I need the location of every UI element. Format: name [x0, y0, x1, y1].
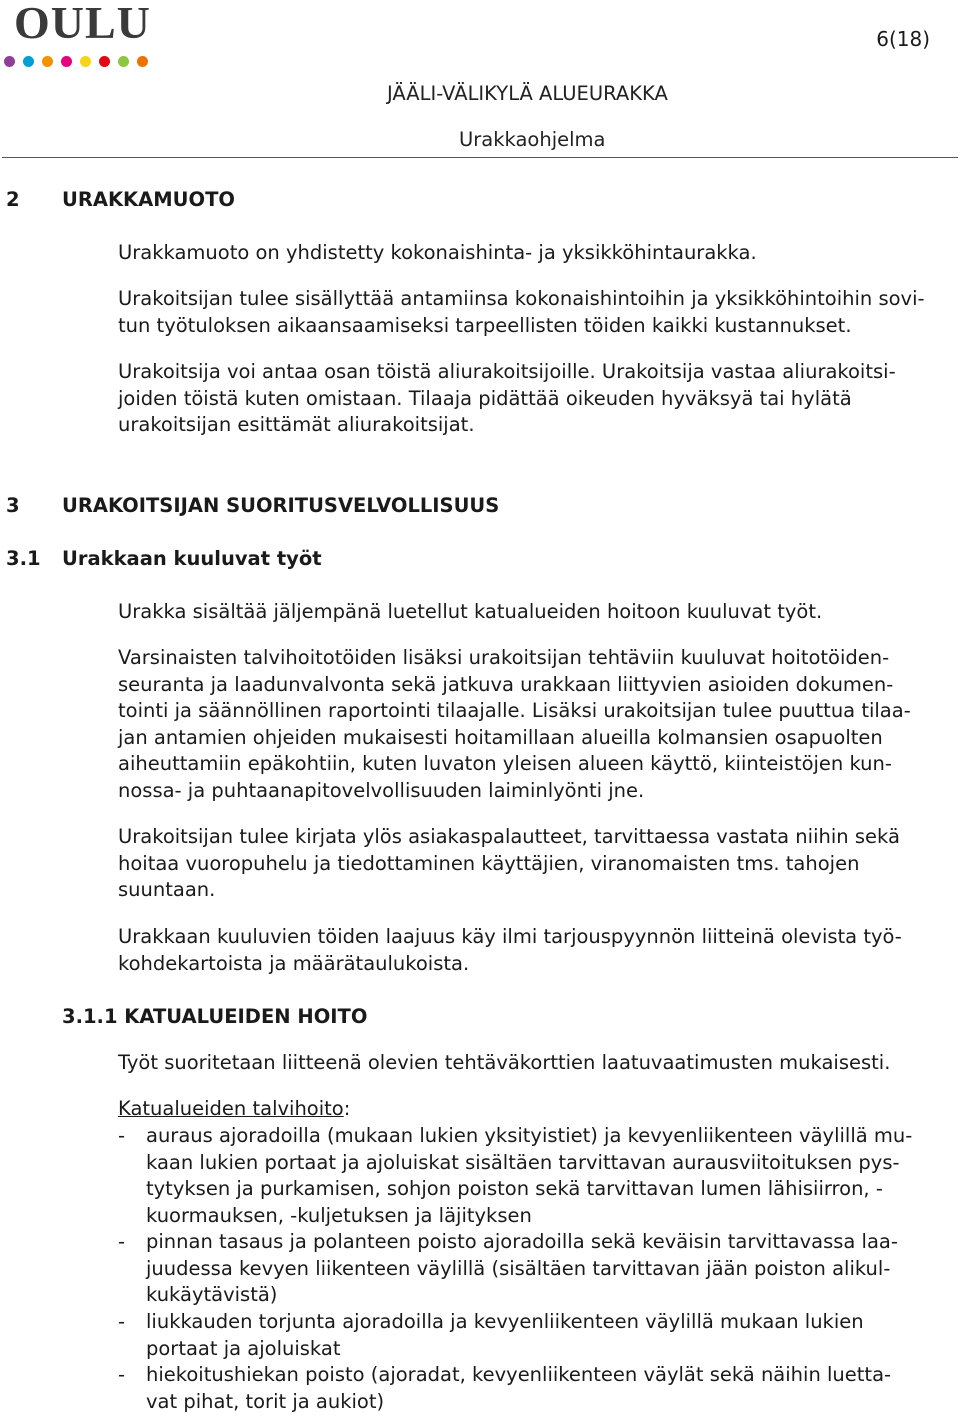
- section-3-1-1-heading: 3.1.1 KATUALUEIDEN HOITO: [62, 1005, 368, 1028]
- section-number: 3.1: [6, 547, 41, 570]
- logo-text: OULU: [14, 0, 151, 44]
- paragraph-line: aiheuttamiin epäkohtiin, kuten luvaton yleisen alueen käyttö, kiinteistöjen kun-: [118, 752, 892, 776]
- list-item-text: [146, 1229, 956, 1309]
- list-item-line: vat pihat, torit ja aukiot): [146, 1389, 385, 1413]
- paragraph: [118, 240, 953, 267]
- list-item-line: kuormauksen, -kuljetuksen ja läjityksen: [146, 1203, 532, 1227]
- list-item-text: [146, 1309, 956, 1362]
- paragraph-line: suuntaan.: [118, 878, 216, 902]
- page-number: 6(18): [876, 27, 930, 51]
- list-item-text: [146, 1362, 956, 1415]
- section-title: URAKKAMUOTO: [62, 188, 235, 211]
- paragraph-line: joiden töistä kuten omistaan. Tilaaja pidättää oikeuden hyväksyä tai hylätä: [118, 386, 852, 410]
- list-item-line: liukkauden torjunta ajoradoilla ja kevyenliikenteen väylillä mukaan lukien: [146, 1310, 864, 1333]
- paragraph: [118, 924, 953, 977]
- list-item-line: pinnan tasaus ja polanteen poisto ajoradoilla sekä keväisin tarvittavassa laa-: [146, 1230, 898, 1253]
- list-item-line: juudessa kevyen liikenteen väylillä (sisältäen tarvittavan jään poiston alikul-: [146, 1256, 891, 1280]
- list-item-text: [146, 1123, 956, 1229]
- list-title: [118, 1096, 953, 1123]
- logo-dot: [99, 56, 110, 67]
- paragraph-line: Varsinaisten talvihoitotöiden lisäksi urakoitsijan tehtäviin kuuluvat hoitotöiden-: [118, 646, 890, 669]
- paragraph: [118, 824, 953, 904]
- list-title-text: Katualueiden talvihoito: [118, 1097, 344, 1120]
- project-title: JÄÄLI-VÄLIKYLÄ ALUEURAKKA: [387, 82, 668, 105]
- header-divider: [2, 157, 958, 158]
- list-dash: -: [118, 1230, 126, 1253]
- paragraph-line: Urakkaan kuuluvien töiden laajuus käy ilmi tarjouspyynnön liitteinä olevista työ-: [118, 925, 902, 948]
- paragraph-line: Urakkamuoto on yhdistetty kokonaishinta- ja yksikköhintaurakka.: [118, 241, 757, 264]
- list-item-line: hiekoitushiekan poisto (ajoradat, kevyenliikenteen väylät sekä näihin luetta-: [146, 1363, 892, 1386]
- paragraph-line: Urakoitsijan tulee kirjata ylös asiakaspalautteet, tarvittaessa vastata niihin sekä: [118, 825, 900, 848]
- paragraph-line: hoitaa vuoropuhelu ja tiedottaminen käyttäjien, viranomaisten tms. tahojen: [118, 851, 860, 875]
- list-item-line: kukäytävistä): [146, 1283, 278, 1307]
- logo-dot: [4, 56, 15, 67]
- paragraph-line: kohdekartoista ja määrätaulukoista.: [118, 951, 470, 975]
- list-dash: -: [118, 1310, 126, 1333]
- paragraph: [118, 359, 953, 439]
- paragraph-line: jan antamien ohjeiden mukaisesti hoitamillaan alueilla kolmansien osapuolten: [118, 725, 883, 749]
- document-type: Urakkaohjelma: [459, 128, 606, 151]
- list-item-line: tytyksen ja purkamisen, sohjon poiston sekä tarvittavan lumen lähisiirron, -: [146, 1177, 883, 1201]
- paragraph: [118, 286, 953, 339]
- paragraph-line: tointi ja säännöllinen raportointi tilaajalle. Lisäksi urakoitsijan tulee puuttua tilaa-: [118, 699, 911, 723]
- paragraph-line: Urakoitsijan tulee sisällyttää antamiinsa kokonaishintoihin ja yksikköhintoihin sovi-: [118, 287, 925, 310]
- paragraph-line: urakoitsijan esittämät aliurakoitsijat.: [118, 413, 475, 437]
- list-item-line: portaat ja ajoluiskat: [146, 1336, 341, 1360]
- logo-dot: [61, 56, 72, 67]
- list-dash: -: [118, 1363, 126, 1386]
- paragraph: [118, 1050, 953, 1077]
- logo-dot: [80, 56, 91, 67]
- logo-dot: [23, 56, 34, 67]
- paragraph-line: Työt suoritetaan liitteenä olevien tehtäväkorttien laatuvaatimusten mukaisesti.: [118, 1051, 891, 1074]
- paragraph-line: Urakoitsija voi antaa osan töistä aliurakoitsijoille. Urakoitsija vastaa aliurakoitsi-: [118, 360, 896, 383]
- paragraph-line: seuranta ja laadunvalvonta sekä jatkuva urakkaan liittyvien asioiden dokumen-: [118, 672, 894, 696]
- section-number: 2: [6, 188, 20, 211]
- logo-dot: [118, 56, 129, 67]
- section-title: Urakkaan kuuluvat työt: [62, 547, 322, 570]
- paragraph: [118, 599, 953, 626]
- logo-dot: [137, 56, 148, 67]
- list-item-line: kaan lukien portaat ja ajoluiskat sisältäen tarvittavan aurausviitoituksen pys-: [146, 1150, 900, 1174]
- paragraph: [118, 645, 953, 805]
- logo-dot: [42, 56, 53, 67]
- list-dash: -: [118, 1124, 126, 1147]
- logo-dots: [4, 56, 148, 67]
- paragraph-line: nossa- ja puhtaanapitovelvollisuuden laiminlyönti jne.: [118, 778, 645, 802]
- list-title-line: [118, 1096, 953, 1123]
- paragraph-line: Urakka sisältää jäljempänä luetellut katualueiden hoitoon kuuluvat työt.: [118, 600, 823, 623]
- section-number: 3: [6, 494, 20, 517]
- list-item-line: auraus ajoradoilla (mukaan lukien yksityistiet) ja kevyenliikenteen väylillä mu-: [146, 1124, 913, 1147]
- section-title: URAKOITSIJAN SUORITUSVELVOLLISUUS: [62, 494, 500, 517]
- list-title-colon: :: [343, 1097, 351, 1120]
- oulu-logo: [14, 0, 151, 44]
- paragraph-line: tun työtuloksen aikaansaamiseksi tarpeellisten töiden kaikki kustannukset.: [118, 313, 852, 337]
